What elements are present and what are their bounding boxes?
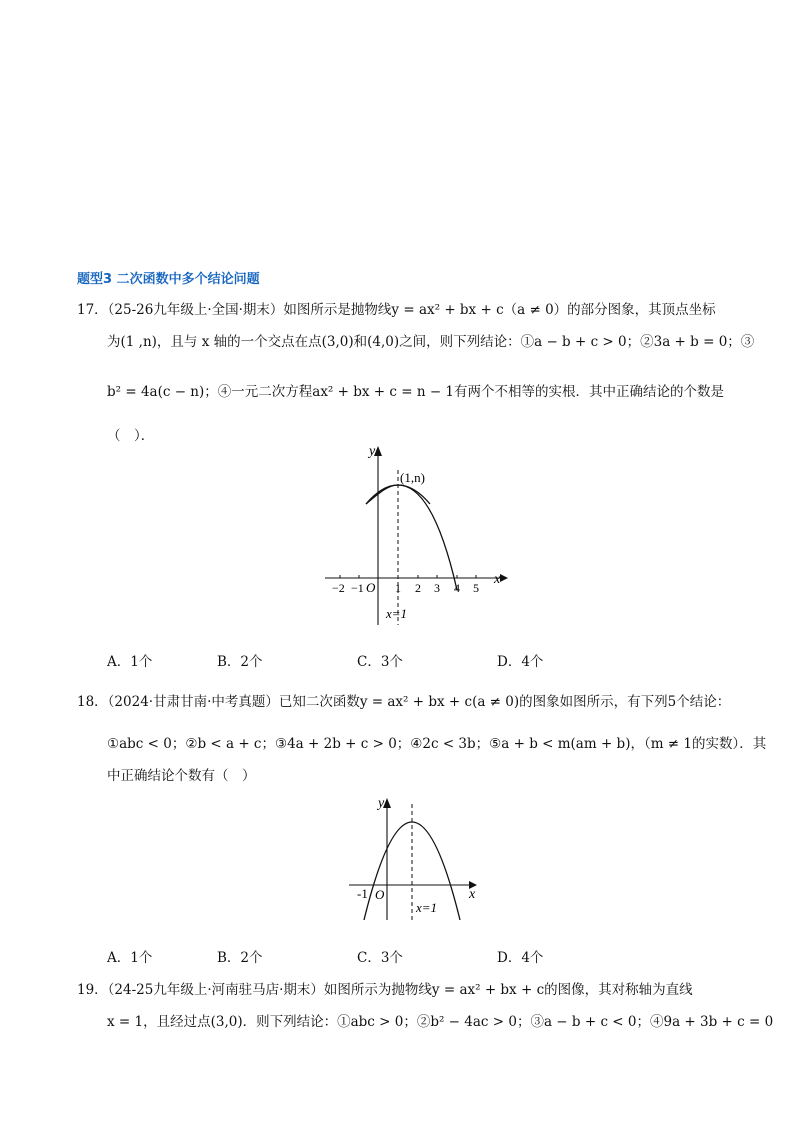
q18-origin-label: O [375, 887, 385, 902]
q17-x-arrow [500, 574, 508, 582]
q17-parabola-graph [320, 440, 510, 630]
q17-option-d[interactable]: D．4个 [497, 654, 544, 670]
q17-tick-4: 4 [454, 581, 460, 595]
q17-parabola-curve [366, 485, 457, 590]
q17-line-3: b² = 4a(c − n)；④一元二次方程ax² + bx + c = n − 1有两个不相等的实根．其中正确结论的个数是 [107, 384, 725, 400]
q17-tick-2: 2 [415, 581, 421, 595]
q17-vertex-label: (1,n) [400, 470, 425, 485]
q17-tick-m2: −2 [332, 581, 345, 595]
q18-x-label: x [469, 887, 476, 902]
section-title: 题型3 二次函数中多个结论问题 [77, 272, 260, 287]
q18-option-c[interactable]: C．3个 [357, 950, 403, 966]
q18-line-3: 中正确结论个数有（ ） [107, 768, 256, 784]
q17-tick-5: 5 [473, 581, 479, 595]
q19-line-1: 19．（24-25九年级上·河南驻马店·期末）如图所示为抛物线y = ax² + bx + c的图像，其对称轴为直线 [77, 982, 693, 998]
q17-x-label: x [494, 572, 501, 587]
q17-tick-m1: −1 [351, 581, 364, 595]
q17-option-a[interactable]: A．1个 [107, 654, 153, 670]
q18-line-2: ①abc < 0；②b < a + c；③4a + 2b + c > 0；④2c < 3b；⑤a + b < m(am + b)，（m ≠ 1的实数）．其 [107, 736, 767, 752]
q17-line-1: 17．（25-26九年级上·全国·期末）如图所示是抛物线y = ax² + bx + c（a ≠ 0）的部分图象，其顶点坐标 [77, 302, 716, 318]
q18-tick-m1: -1 [357, 886, 368, 901]
q17-tick-1: 1 [395, 581, 401, 595]
q19-line-2: x = 1，且经过点(3,0)．则下列结论：①abc > 0；②b² − 4ac > 0；③a − b + c < 0；④9a + 3b + c = 0 [107, 1014, 774, 1030]
q17-line-4: （ ）． [107, 428, 155, 444]
q17-line-2: 为(1 ,n)，且与 x 轴的一个交点在点(3,0)和(4,0)之间，则下列结论：①a − b + c > 0；②3a + b = 0；③ [107, 334, 755, 350]
q17-option-b[interactable]: B．2个 [217, 654, 263, 670]
q18-y-label: y [378, 796, 385, 811]
q17-y-label: y [369, 444, 376, 459]
q18-option-a[interactable]: A．1个 [107, 950, 153, 966]
q17-origin-label: O [366, 580, 376, 595]
q17-option-c[interactable]: C．3个 [357, 654, 403, 670]
q18-option-d[interactable]: D．4个 [497, 950, 544, 966]
q18-parabola-graph [345, 792, 485, 922]
q17-symmetry-label: x=1 [386, 606, 408, 621]
q17-tick-3: 3 [434, 581, 440, 595]
q18-option-b[interactable]: B．2个 [217, 950, 263, 966]
q18-symmetry-label: x=1 [416, 900, 438, 915]
q18-line-1: 18．（2024·甘肃甘南·中考真题）已知二次函数y = ax² + bx + c(a ≠ 0)的图象如图所示，有下列5个结论： [77, 694, 731, 710]
